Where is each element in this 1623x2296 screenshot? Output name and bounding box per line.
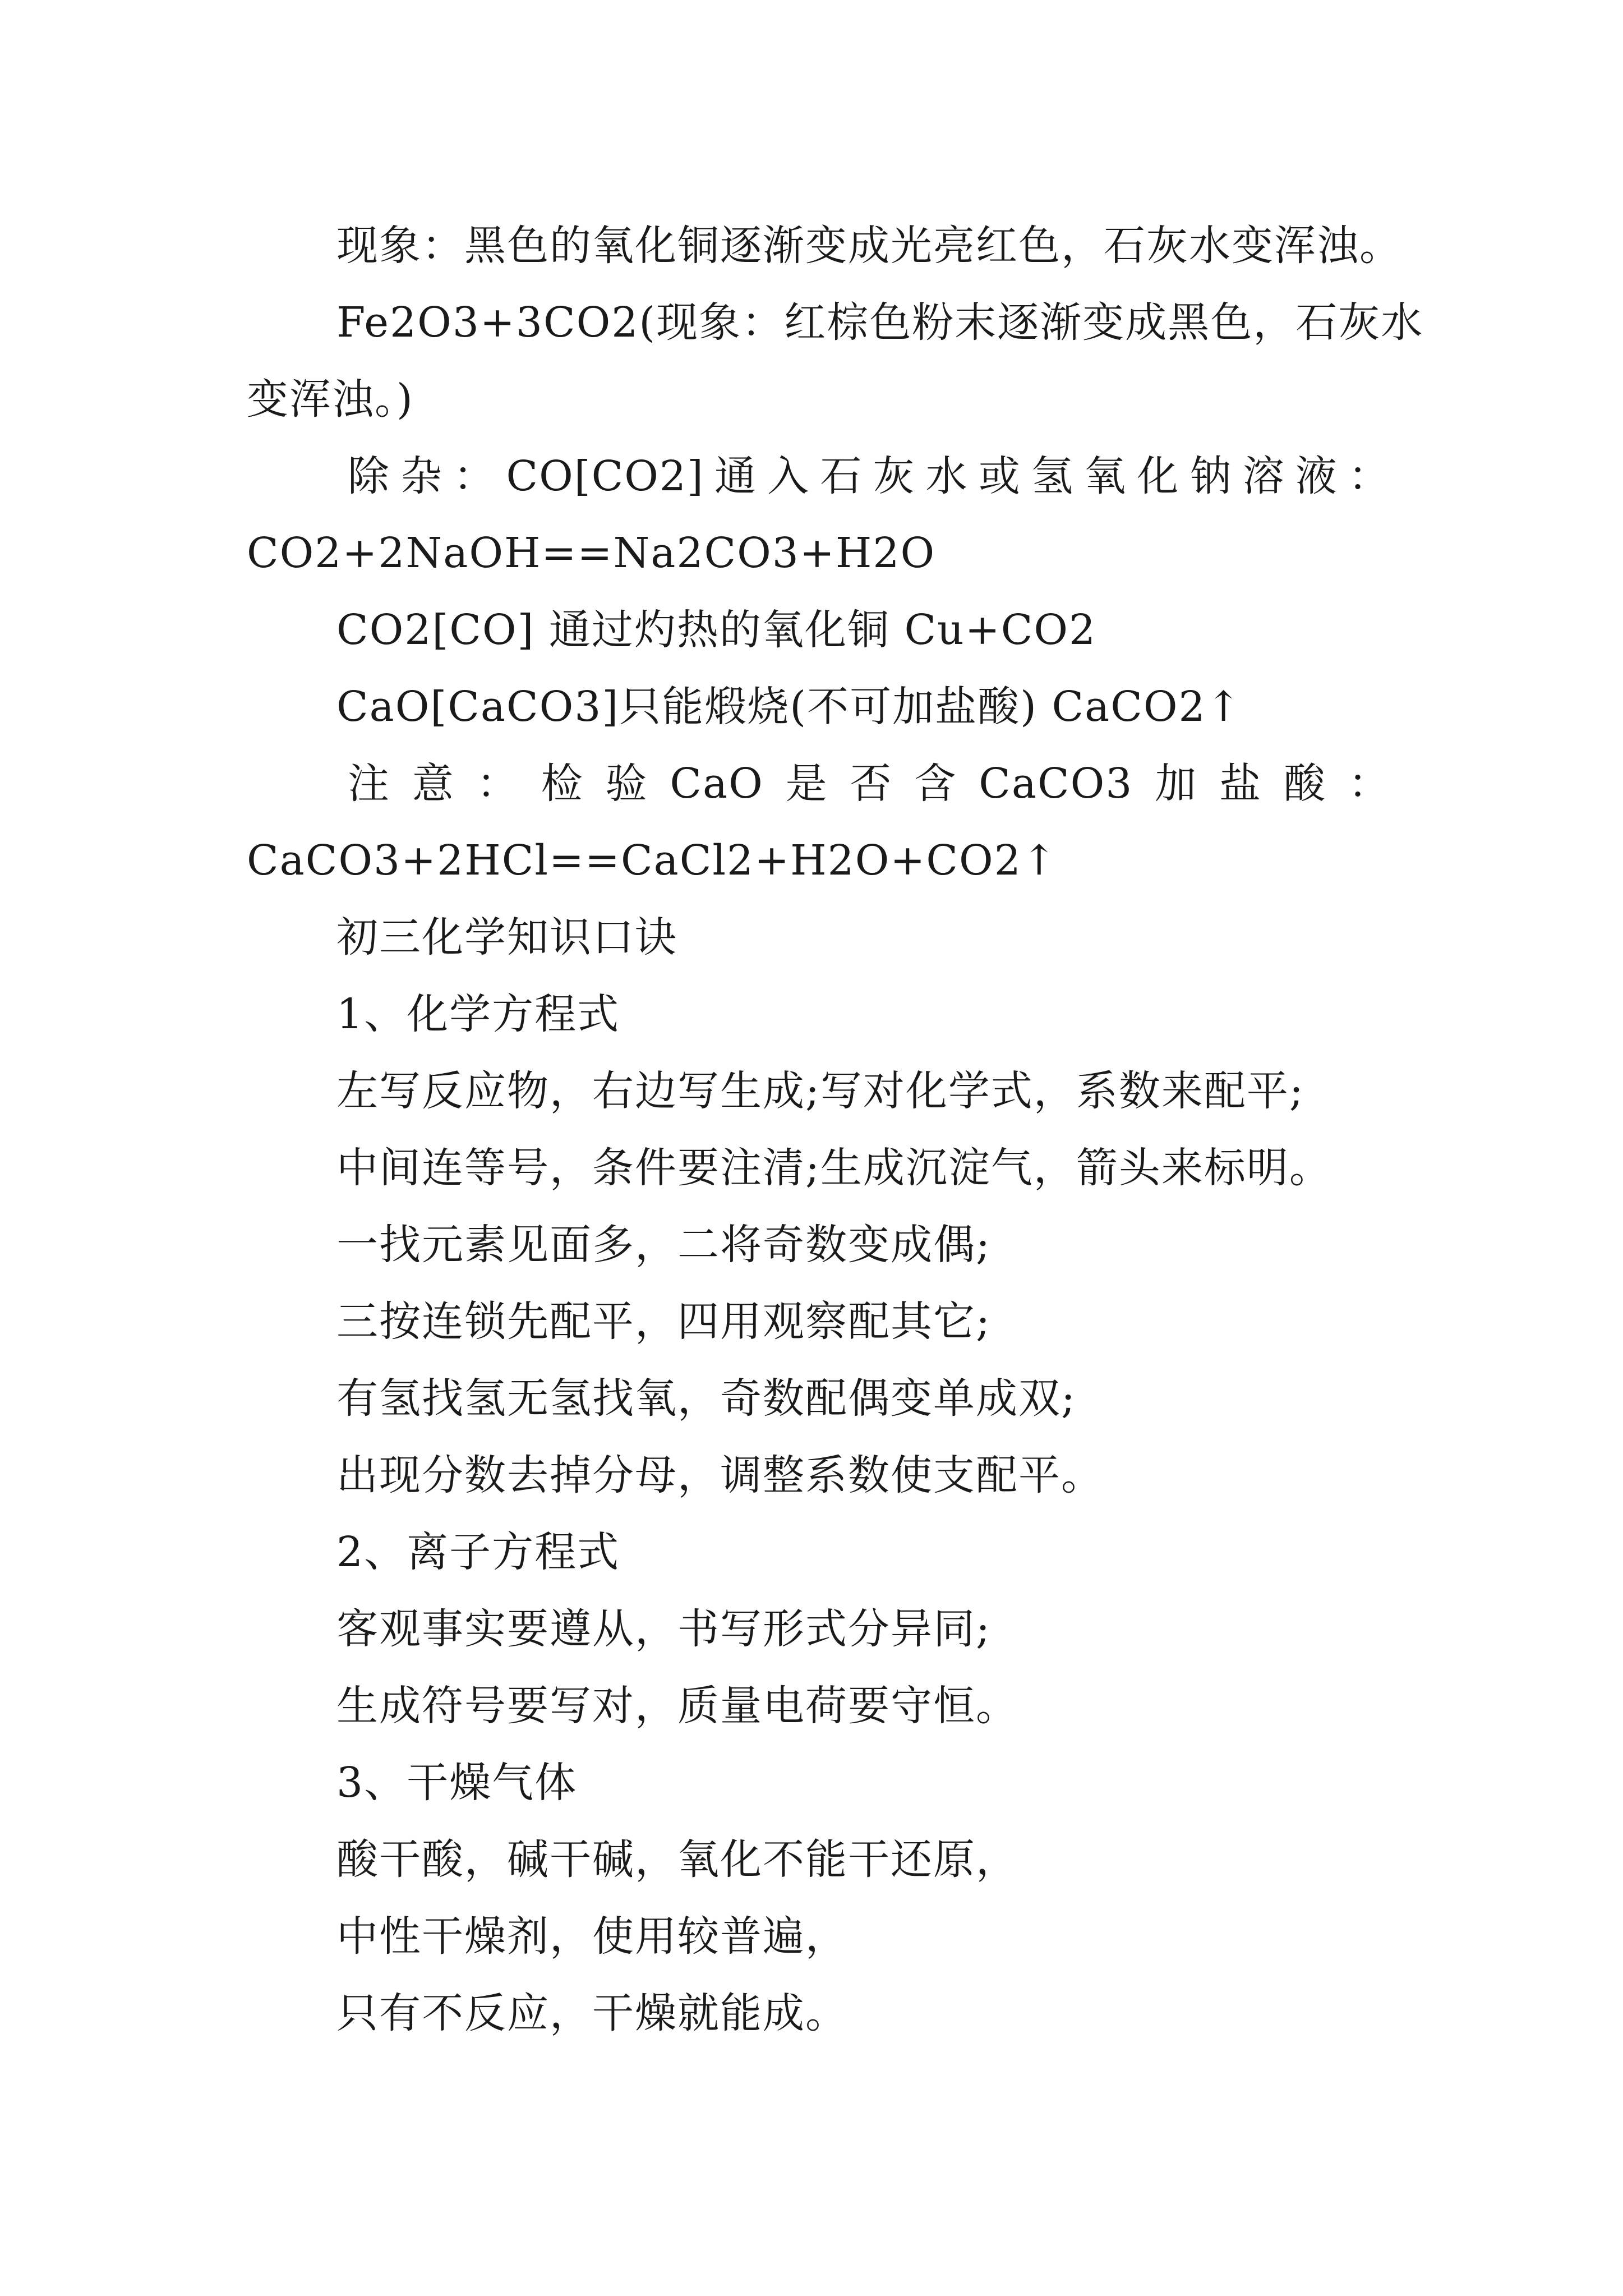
line-segment: CaO [670,760,764,808]
paragraph-line: 生成符号要写对，质量电荷要守恒。 [336,1682,1018,1730]
paragraph-line: 中性干燥剂，使用较普遍， [336,1912,848,1961]
line-segment: 否 [850,760,893,808]
paragraph-line: CO2+2NaOH==Na2CO3+H2O [247,529,936,577]
line-segment: CaCO3 [979,760,1133,808]
line-segment: ： [1348,452,1391,500]
line-segment: 是 [785,760,828,808]
document-body [247,208,1424,2052]
line-segment: 加 [1155,760,1198,808]
line-segment: ： [453,452,496,500]
line-segment: 意 [412,760,455,808]
line-segment: ： [476,760,519,808]
paragraph-line: 现象：黑色的氧化铜逐渐变成光亮红色，石灰水变浑浊。 [336,222,1402,270]
justified-line [247,746,1391,822]
line-segment: 含 [914,760,957,808]
paragraph-line: 有氢找氢无氢找氧，奇数配偶变单成双; [336,1374,1076,1423]
paragraph-line: 一找元素见面多，二将奇数变成偶; [336,1221,991,1269]
paragraph-line: Fe2O3+3CO2(现象：红棕色粉末逐渐变成黑色，石灰水 [336,298,1424,347]
paragraph-line: 变浑浊。) [247,375,414,424]
line-segment: 水 [925,452,969,500]
subsection-heading: 2、离子方程式 [336,1528,620,1576]
line-segment: 酸 [1284,760,1327,808]
line-segment: 溶 [1242,452,1285,500]
line-segment: 注 [348,760,390,808]
line-segment: 氧 [1084,452,1127,500]
section-heading: 初三化学知识口诀 [336,913,677,961]
line-segment: 通 [714,452,758,500]
line-segment: 石 [820,452,863,500]
paragraph-line: CaO[CaCO3]只能煅烧(不可加盐酸) CaCO2↑ [336,683,1242,731]
line-segment: ： [1348,760,1391,808]
line-segment: 验 [605,760,648,808]
subsection-heading: 3、干燥气体 [336,1759,578,1807]
paragraph-line: 客观事实要遵从，书写形式分异同; [336,1605,991,1653]
paragraph-line: 酸干酸，碱干碱，氧化不能干还原， [336,1835,1018,1884]
line-segment: 检 [541,760,584,808]
line-segment: 化 [1137,452,1180,500]
line-segment: 入 [767,452,810,500]
paragraph-line: 三按连锁先配平，四用观察配其它; [336,1297,991,1346]
paragraph-line: 中间连等号，条件要注清;生成沉淀气，箭头来标明。 [336,1144,1332,1192]
justified-line [247,438,1391,515]
line-segment: 除 [348,452,390,500]
line-segment: 或 [978,452,1021,500]
line-segment: 氢 [1031,452,1074,500]
paragraph-line: 左写反应物，右边写生成;写对化学式，系数来配平; [336,1067,1304,1115]
line-segment: 杂 [400,452,444,500]
paragraph-line: CO2[CO] 通过灼热的氧化铜 Cu+CO2 [336,606,1097,654]
line-segment: 液 [1295,452,1338,500]
line-segment: 盐 [1219,760,1262,808]
paragraph-line: 只有不反应，干燥就能成。 [336,1989,848,2037]
line-segment: 灰 [873,452,916,500]
paragraph-line: 出现分数去掉分母，调整系数使支配平。 [336,1451,1104,1499]
subsection-heading: 1、化学方程式 [336,990,620,1038]
line-segment: CO[CO2] [506,452,704,500]
paragraph-line: CaCO3+2HCl==CaCl2+H2O+CO2↑ [247,836,1058,885]
line-segment: 钠 [1189,452,1233,500]
